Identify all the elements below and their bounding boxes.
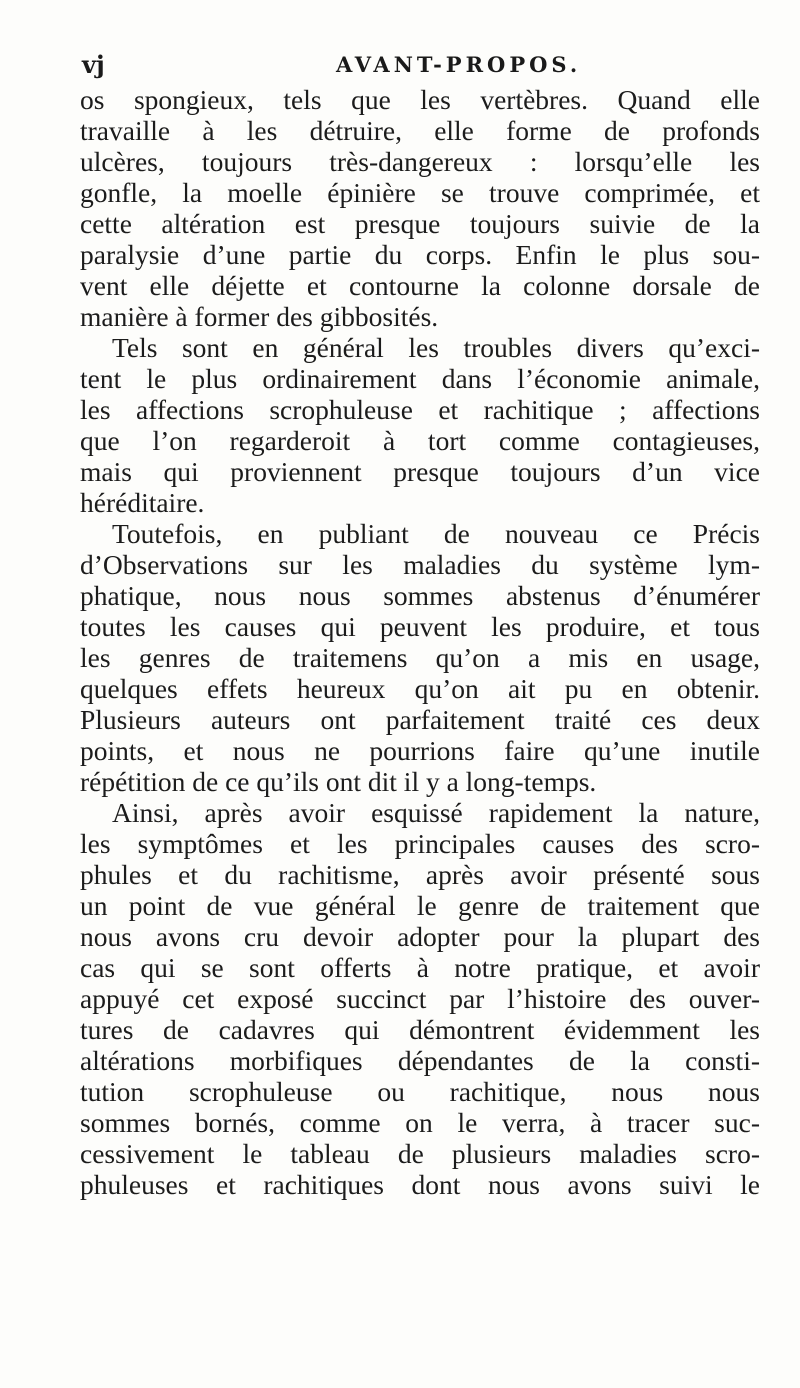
text-line: cessivement le tableau de plusieurs maladies scro- (80, 1138, 760, 1169)
text-line: os spongieux, tels que les vertèbres. Quand elle (80, 84, 760, 115)
text-line: répétition de ce qu’ils ont dit il y a long-temps. (80, 766, 597, 797)
text-line: Tels sont en général les troubles divers qu’exci- (112, 332, 760, 363)
text-line: Ainsi, après avoir esquissé rapidement la nature, (112, 797, 760, 828)
text-line: travaille à les détruire, elle forme de profonds (80, 115, 760, 146)
text-line: que l’on regarderoit à tort comme contagieuses, (80, 425, 760, 456)
text-line: nous avons cru devoir adopter pour la plupart des (80, 921, 760, 952)
text-line: cette altération est presque toujours suivie de la (80, 208, 760, 239)
text-line: Plusieurs auteurs ont parfaitement traité ces deux (80, 704, 760, 735)
page-header (78, 50, 758, 86)
text-line: manière à former des gibbosités. (80, 301, 439, 332)
text-line: tution scrophuleuse ou rachitique, nous nous (80, 1076, 760, 1107)
text-line: ulcères, toujours très-dangereux : lorsqu’elle les (80, 146, 760, 177)
body-text (80, 84, 760, 1200)
text-line: quelques effets heureux qu’on ait pu en obtenir. (80, 673, 760, 704)
text-line: héréditaire. (80, 487, 205, 518)
text-line: les affections scrophuleuse et rachitique ; affections (80, 394, 760, 425)
text-line: un point de vue général le genre de traitement que (80, 890, 760, 921)
text-line: phules et du rachitisme, après avoir présenté sous (80, 859, 760, 890)
text-line: phatique, nous nous sommes abstenus d’énumérer (80, 580, 760, 611)
text-line: tent le plus ordinairement dans l’économie animale, (80, 363, 760, 394)
text-line: mais qui proviennent presque toujours d’un vice (80, 456, 760, 487)
text-line: d’Observations sur les maladies du système lym- (80, 549, 760, 580)
text-line: Toutefois, en publiant de nouveau ce Précis (112, 518, 760, 549)
text-line: phuleuses et rachitiques dont nous avons suivi le (80, 1169, 760, 1200)
text-line: gonfle, la moelle épinière se trouve comprimée, et (80, 177, 760, 208)
text-line: sommes bornés, comme on le verra, à tracer suc- (80, 1107, 760, 1138)
running-head: AVANT-PROPOS. (336, 52, 582, 77)
text-line: altérations morbifiques dépendantes de la consti- (80, 1045, 760, 1076)
text-line: cas qui se sont offerts à notre pratique, et avoir (80, 952, 760, 983)
text-line: toutes les causes qui peuvent les produire, et tous (80, 611, 760, 642)
page-number: vj (82, 50, 105, 79)
text-line: appuyé cet exposé succinct par l’histoire des ouver- (80, 983, 760, 1014)
text-line: tures de cadavres qui démontrent évidemment les (80, 1014, 760, 1045)
text-line: les genres de traitemens qu’on a mis en usage, (80, 642, 760, 673)
text-line: paralysie d’une partie du corps. Enfin le plus sou- (80, 239, 760, 270)
text-line: vent elle déjette et contourne la colonne dorsale de (80, 270, 760, 301)
text-line: les symptômes et les principales causes des scro- (80, 828, 760, 859)
text-line: points, et nous ne pourrions faire qu’une inutile (80, 735, 760, 766)
